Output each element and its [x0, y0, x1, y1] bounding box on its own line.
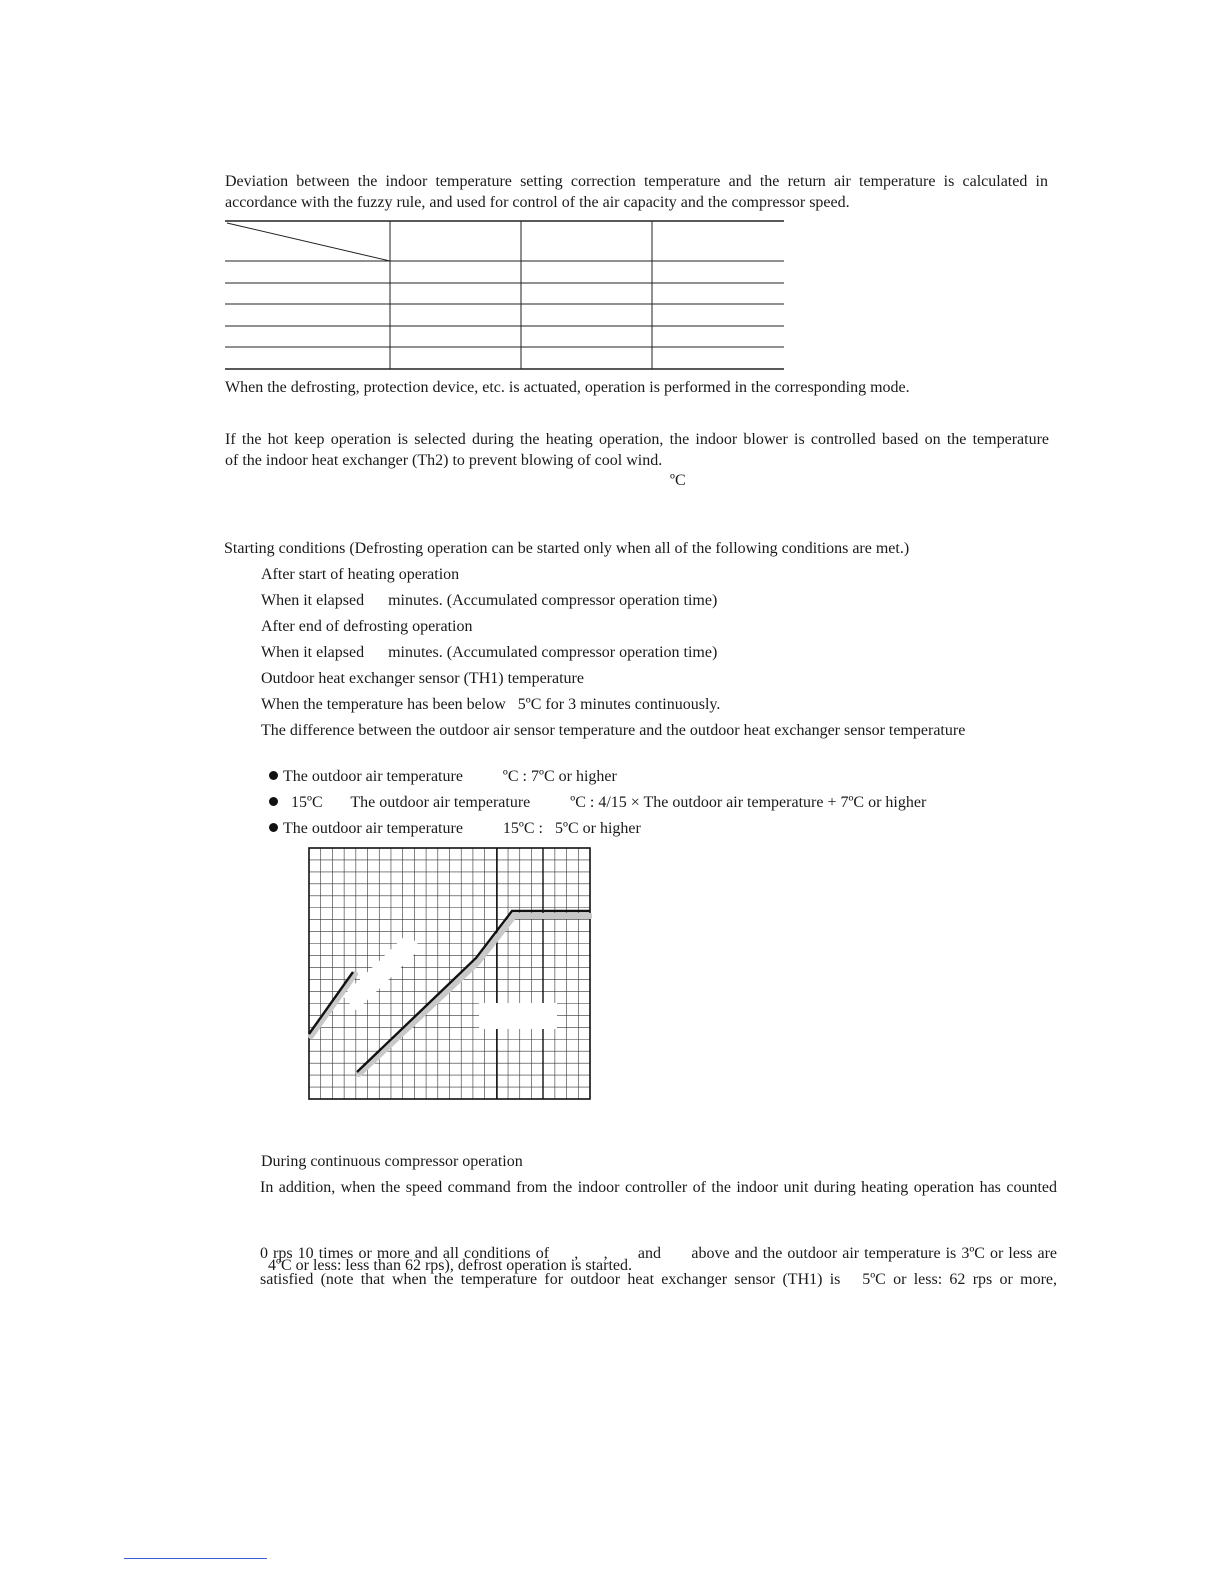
defrost-item: After start of heating operation [261, 566, 460, 583]
continuous-line-1: In addition, when the speed command from the indoor controller of the indoor unit during heating operation has counted [260, 1179, 1057, 1196]
continuous-heading: During continuous compressor operation [261, 1153, 523, 1170]
hot-keep-line-2: of the indoor heat exchanger (Th2) to prevent blowing of cool wind. [225, 452, 663, 469]
threshold-line-left [309, 972, 353, 1034]
shade-upper-segment [311, 974, 355, 1036]
fuzzy-paragraph-line-2: accordance with the fuzzy rule, and used for control of the air capacity and the compressor speed. [225, 194, 850, 211]
defrost-intro: Starting conditions (Defrosting operation can be started only when all of the following conditions are met.) [224, 540, 910, 557]
continuous-line-2: 0 rps 10 times or more and all conditions of , , and above and the outdoor air temperature is 3ºC or less are [260, 1245, 1057, 1262]
defrost-item: When the temperature has been below 5ºC for 3 minutes continuously. [261, 696, 721, 713]
hot-keep-unit: ºC [670, 472, 686, 489]
defrost-item: After end of defrosting operation [261, 618, 473, 635]
graph-label-gap [479, 1003, 557, 1029]
mode-note: When the defrosting, protection device, etc. is actuated, operation is performed in the corresponding mode. [225, 379, 910, 396]
defrost-bullet [261, 799, 641, 839]
fuzzy-paragraph-line-1: Deviation between the indoor temperature setting correction temperature and the return air temperature is calculated in [225, 173, 1048, 190]
defrost-item: When it elapsed minutes. (Accumulated compressor operation time) [261, 592, 718, 609]
defrost-item: Outdoor heat exchanger sensor (TH1) temperature [261, 670, 584, 687]
bullet-dot [269, 823, 278, 832]
defrost-condition-graph [307, 846, 592, 1101]
hot-keep-line-1: If the hot keep operation is selected during the heating operation, the indoor blower is controlled based on the temperature [225, 431, 1049, 448]
continuous-line-3: satisfied (note that when the temperature for outdoor heat exchanger sensor (TH1) is 5ºC or less: 62 rps or more, [260, 1271, 1057, 1288]
shade-lower-segment [359, 916, 590, 1074]
fuzzy-rule-table [225, 220, 784, 371]
continuous-line-4: 4ºC or less: less than 62 rps), defrost operation is started. [260, 1257, 633, 1274]
table-corner-diagonal [227, 223, 390, 261]
defrost-item: When it elapsed minutes. (Accumulated compressor operation time) [261, 644, 718, 661]
defrost-bullet-text: The outdoor air temperature 15ºC : 5ºC or higher [283, 820, 641, 837]
footer-rule [124, 1558, 267, 1559]
defrost-item: The difference between the outdoor air sensor temperature and the outdoor heat exchanger sensor temperature [261, 722, 966, 739]
defrost-bullet-text: 15ºC The outdoor air temperature ºC : 4/15 × The outdoor air temperature + 7ºC or higher [283, 794, 927, 811]
defrost-bullet-text: The outdoor air temperature ºC : 7ºC or higher [283, 768, 617, 785]
